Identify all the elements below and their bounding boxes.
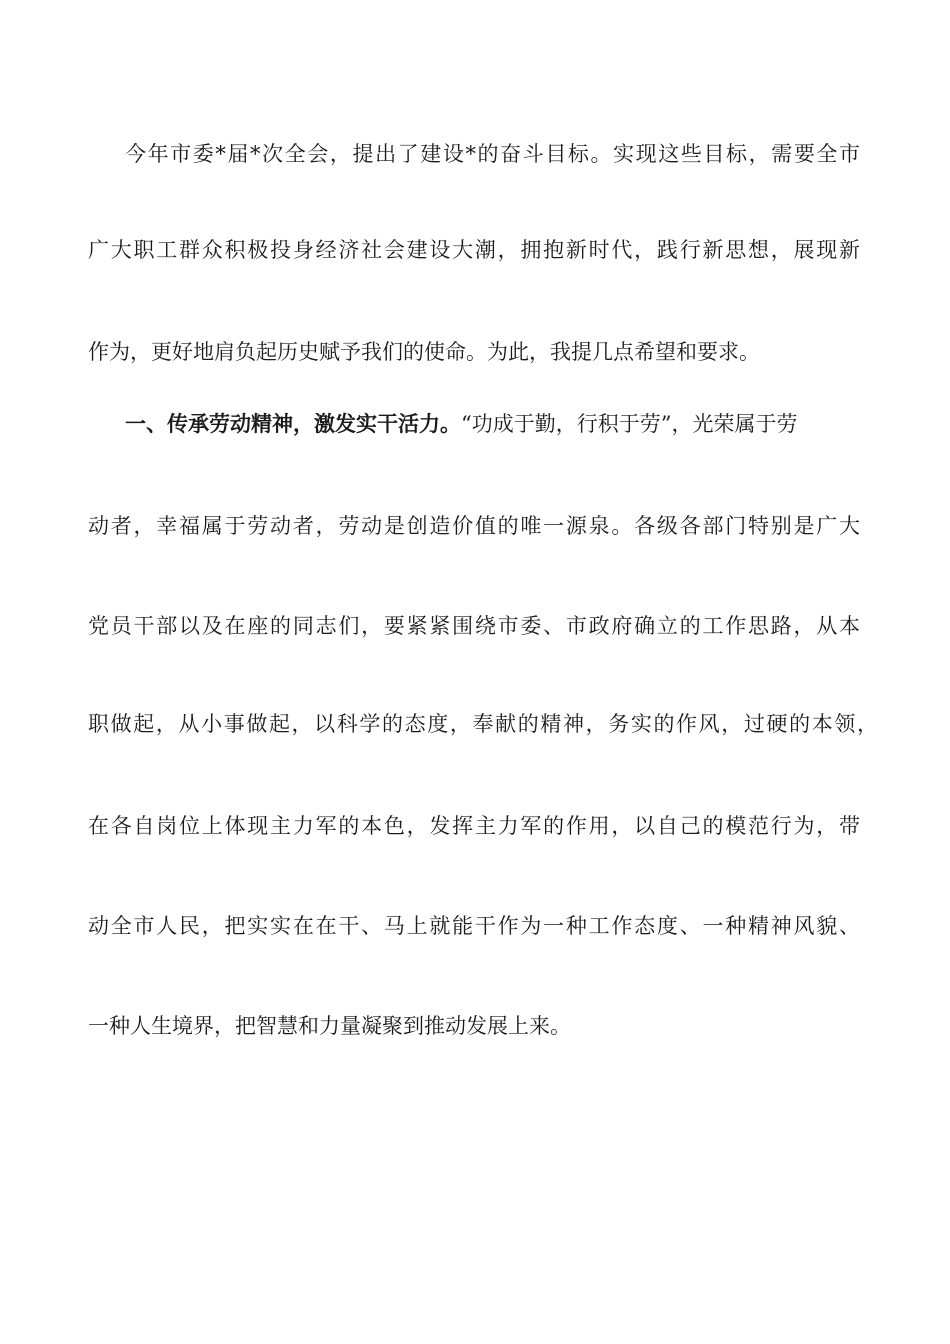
- paragraph-2-line-6: 动全市人民，把实实在在干、马上就能干作为一种工作态度、一种精神风貌、: [88, 914, 860, 938]
- section-quote: “功成于勤，行积于劳”，光荣属于劳: [461, 412, 798, 436]
- paragraph-1-line-3: 作为，更好地肩负起历史赋予我们的使命。为此，我提几点希望和要求。: [88, 340, 760, 364]
- paragraph-2-line-4: 职做起，从小事做起，以科学的态度，奉献的精神，务实的作风，过硬的本领，: [88, 712, 878, 736]
- paragraph-2-line-5: 在各自岗位上体现主力军的本色，发挥主力军的作用，以自己的模范行为，带: [88, 814, 860, 838]
- paragraph-2-line-1: [125, 410, 865, 438]
- paragraph-2-line-7: 一种人生境界，把智慧和力量凝聚到推动发展上来。: [88, 1014, 571, 1038]
- paragraph-2-line-3: 党员干部以及在座的同志们，要紧紧围绕市委、市政府确立的工作思路，从本: [88, 614, 860, 638]
- paragraph-2-line-2: 动者，幸福属于劳动者，劳动是创造价值的唯一源泉。各级各部门特别是广大: [88, 514, 860, 538]
- section-heading: 一、传承劳动精神，激发实干活力。: [125, 411, 461, 436]
- paragraph-1-line-1: 今年市委*届*次全会，提出了建设*的奋斗目标。实现这些目标，需要全市: [125, 142, 860, 166]
- paragraph-1-line-2: 广大职工群众积极投身经济社会建设大潮，拥抱新时代，践行新思想，展现新: [88, 238, 860, 262]
